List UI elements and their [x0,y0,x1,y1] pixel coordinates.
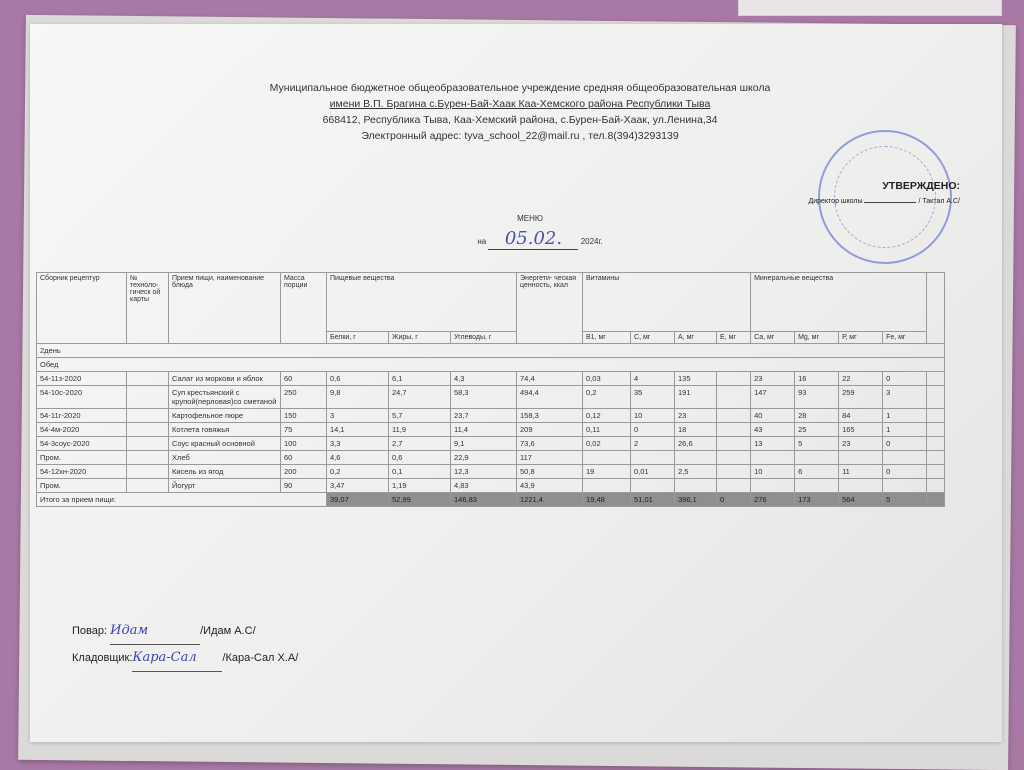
cell-fats: 24,7 [389,386,451,409]
cell-name: Кисель из ягод [169,465,281,479]
col-minerals: Минеральные вещества [751,273,927,332]
cell-fats: 11,9 [389,423,451,437]
storekeeper-label: Кладовщик: [72,652,133,664]
cell-p: 22 [839,372,883,386]
cell-c [631,479,675,493]
director-name: / Тактал А.С/ [918,198,960,205]
menu-rows [37,372,945,493]
menu-title: МЕНЮ [517,214,543,223]
col-vitamins: Витамины [583,273,751,332]
cell-c: 4 [631,372,675,386]
cell-fats: 0,1 [389,465,451,479]
cell-c: 0,01 [631,465,675,479]
storekeeper-name: /Кара-Сал Х.А/ [222,652,299,664]
cell-c: 2 [631,437,675,451]
cell-a [675,479,717,493]
table-row [37,372,945,386]
total-mg: 173 [795,493,839,507]
cell-tech [127,465,169,479]
cell-mg: 93 [795,386,839,409]
cell-carbs: 23,7 [451,409,517,423]
storekeeper-signature: Кара-Сал [132,645,222,672]
approval-signature-line [780,198,960,205]
cell-proteins: 4,6 [327,451,389,465]
cell-code: 54-4м-2020 [37,423,127,437]
cell-proteins: 3,3 [327,437,389,451]
col-fats: Жиры, г [389,332,451,344]
cell-code: Пром. [37,451,127,465]
cell-energy: 50,8 [517,465,583,479]
cell-carbs: 4,83 [451,479,517,493]
col-fe: Fe, мг [883,332,927,344]
cell-e [717,409,751,423]
cell-code: 54-11г-2020 [37,409,127,423]
table-row [37,479,945,493]
col-a: А, мг [675,332,717,344]
cell-code: 54-11з-2020 [37,372,127,386]
cell-ca: 10 [751,465,795,479]
cell-fats: 2,7 [389,437,451,451]
cell-mg: 5 [795,437,839,451]
cell-proteins: 3,47 [327,479,389,493]
total-p: 564 [839,493,883,507]
top-paper-edge [738,0,1002,16]
cell-name: Соус красный основной [169,437,281,451]
cell-tech [127,479,169,493]
cell-energy: 74,4 [517,372,583,386]
cell-mg [795,479,839,493]
cell-fe: 3 [883,386,927,409]
cell-p: 11 [839,465,883,479]
cell-b1: 0,2 [583,386,631,409]
menu-date-suffix: 2024г. [580,237,603,246]
cell-energy: 158,3 [517,409,583,423]
cell-fats: 6,1 [389,372,451,386]
header-line-4: Электронный адрес: tyva_school_22@mail.ru , тел.8(394)3293139 [361,130,679,142]
header-line-1: Муниципальное бюджетное общеобразовательное учреждение средняя общеобразовательная школа [269,82,771,94]
cell-blank [927,423,945,437]
cell-p: 84 [839,409,883,423]
cell-energy: 209 [517,423,583,437]
cell-proteins: 3 [327,409,389,423]
table-row [37,409,945,423]
cell-p [839,479,883,493]
cell-blank [927,372,945,386]
meal-label: Обед [37,358,945,372]
col-tech-card: № техноло- гическ ой карты [127,273,169,344]
cell-tech [127,409,169,423]
cell-energy: 494,4 [517,386,583,409]
cook-name: /Идам А.С/ [200,625,256,637]
table-row [37,465,945,479]
cell-c: 35 [631,386,675,409]
cell-mass: 60 [281,451,327,465]
cell-blank [927,451,945,465]
menu-date: 05.02. [488,228,578,250]
cell-a: 135 [675,372,717,386]
cell-fe: 0 [883,437,927,451]
cell-ca: 43 [751,423,795,437]
cell-energy: 73,6 [517,437,583,451]
total-energy: 1221,4 [517,493,583,507]
cell-e [717,465,751,479]
cell-carbs: 12,3 [451,465,517,479]
cell-proteins: 14,1 [327,423,389,437]
cell-a: 23 [675,409,717,423]
cell-b1: 0,03 [583,372,631,386]
cell-p: 259 [839,386,883,409]
cell-a: 2,5 [675,465,717,479]
table-row [37,437,945,451]
menu-date-line [440,228,640,250]
cell-tech [127,451,169,465]
col-e: Е, мг [717,332,751,344]
cell-fe: 1 [883,423,927,437]
cell-mg: 6 [795,465,839,479]
cell-name: Йогурт [169,479,281,493]
col-ca: Са, мг [751,332,795,344]
cell-blank [927,386,945,409]
col-c: С, мг [631,332,675,344]
total-fats: 52,99 [389,493,451,507]
cell-name: Салат из моркови и яблок [169,372,281,386]
total-a: 396,1 [675,493,717,507]
total-fe: 5 [883,493,927,507]
cook-signature: Идам [110,618,200,645]
cell-fe: 0 [883,372,927,386]
cell-e [717,479,751,493]
cell-fe [883,451,927,465]
header-row-1 [37,273,945,332]
col-mg: Mg, мг [795,332,839,344]
cell-carbs: 4,3 [451,372,517,386]
director-label: Директор школы [808,198,863,205]
cell-fe [883,479,927,493]
cell-e [717,423,751,437]
table-row [37,451,945,465]
cell-mass: 60 [281,372,327,386]
cell-a: 26,6 [675,437,717,451]
cell-c [631,451,675,465]
col-empty [927,273,945,344]
cell-mass: 200 [281,465,327,479]
cell-e [717,451,751,465]
cell-c: 0 [631,423,675,437]
menu-table [36,272,945,507]
cell-mg [795,451,839,465]
cell-name: Котлета говяжья [169,423,281,437]
cell-ca: 147 [751,386,795,409]
cell-code: Пром. [37,479,127,493]
cell-tech [127,423,169,437]
col-mass: Масса порции [281,273,327,344]
cell-mass: 90 [281,479,327,493]
cell-blank [927,465,945,479]
cell-carbs: 11,4 [451,423,517,437]
meal-row [37,358,945,372]
cell-ca [751,451,795,465]
cell-name: Хлеб [169,451,281,465]
cell-name: Картофельное пюре [169,409,281,423]
cell-code: 54-12хн-2020 [37,465,127,479]
cell-carbs: 22,9 [451,451,517,465]
cell-mg: 25 [795,423,839,437]
col-proteins: Белки, г [327,332,389,344]
cell-a: 18 [675,423,717,437]
cell-fats: 5,7 [389,409,451,423]
cell-proteins: 0,2 [327,465,389,479]
day-label: 2день [37,344,945,358]
header-line-2: имени В.П. Брагина с.Бурен-Бай-Хаак Каа-Хемского района Республики Тыва [329,98,711,110]
cell-ca: 23 [751,372,795,386]
cell-b1 [583,451,631,465]
approval-title: УТВЕРЖДЕНО: [882,180,960,192]
cell-mass: 150 [281,409,327,423]
cell-tech [127,386,169,409]
total-b1: 19,48 [583,493,631,507]
cell-b1: 19 [583,465,631,479]
header-line-3: 668412, Республика Тыва, Каа-Хемский района, с.Бурен-Бай-Хаак, ул.Ленина,34 [322,114,718,126]
cell-fats: 1,19 [389,479,451,493]
cell-ca: 40 [751,409,795,423]
total-carbs: 146,83 [451,493,517,507]
cell-mass: 100 [281,437,327,451]
cell-e [717,372,751,386]
total-row [37,493,945,507]
cook-signature-line [72,618,298,645]
cell-a [675,451,717,465]
day-row [37,344,945,358]
col-energy: Энергети- ческая ценность, ккал [517,273,583,344]
col-nutrients: Пищевые вещества [327,273,517,332]
cell-tech [127,372,169,386]
cell-b1 [583,479,631,493]
cell-b1: 0,11 [583,423,631,437]
cell-blank [927,437,945,451]
cell-p: 23 [839,437,883,451]
col-carbs: Углеводы, г [451,332,517,344]
cell-name: Суп крестьянский с крупой(перловая)со сметаной [169,386,281,409]
table-row [37,423,945,437]
cell-tech [127,437,169,451]
storekeeper-signature-line [72,645,298,672]
total-c: 51,01 [631,493,675,507]
cell-code: 54-3соус-2020 [37,437,127,451]
cell-proteins: 0,6 [327,372,389,386]
school-header [240,80,800,144]
cell-mg: 16 [795,372,839,386]
cell-ca: 13 [751,437,795,451]
col-collection: Сборник рецептур [37,273,127,344]
cell-e [717,437,751,451]
cell-code: 54-10с-2020 [37,386,127,409]
approval-block [780,180,960,205]
cell-carbs: 9,1 [451,437,517,451]
cell-b1: 0,12 [583,409,631,423]
cell-mg: 28 [795,409,839,423]
cell-fe: 1 [883,409,927,423]
menu-date-prefix: на [477,237,487,246]
signatures [72,618,298,672]
cell-c: 10 [631,409,675,423]
cell-b1: 0,02 [583,437,631,451]
total-empty [927,493,945,507]
total-ca: 276 [751,493,795,507]
cell-energy: 117 [517,451,583,465]
col-meal: Прием пищи, наименование блюда [169,273,281,344]
total-proteins: 39,07 [327,493,389,507]
cell-blank [927,479,945,493]
cell-proteins: 9,8 [327,386,389,409]
cell-mass: 75 [281,423,327,437]
col-p: Р, мг [839,332,883,344]
cell-ca [751,479,795,493]
cell-carbs: 58,3 [451,386,517,409]
col-b1: В1, мг [583,332,631,344]
table-row [37,386,945,409]
cook-label: Повар: [72,625,108,637]
cell-a: 191 [675,386,717,409]
cell-energy: 43,9 [517,479,583,493]
cell-blank [927,409,945,423]
total-label: Итого за прием пищи: [37,493,327,507]
cell-fats: 0,6 [389,451,451,465]
total-e: 0 [717,493,751,507]
cell-p [839,451,883,465]
cell-p: 165 [839,423,883,437]
cell-mass: 250 [281,386,327,409]
cell-e [717,386,751,409]
cell-fe: 0 [883,465,927,479]
